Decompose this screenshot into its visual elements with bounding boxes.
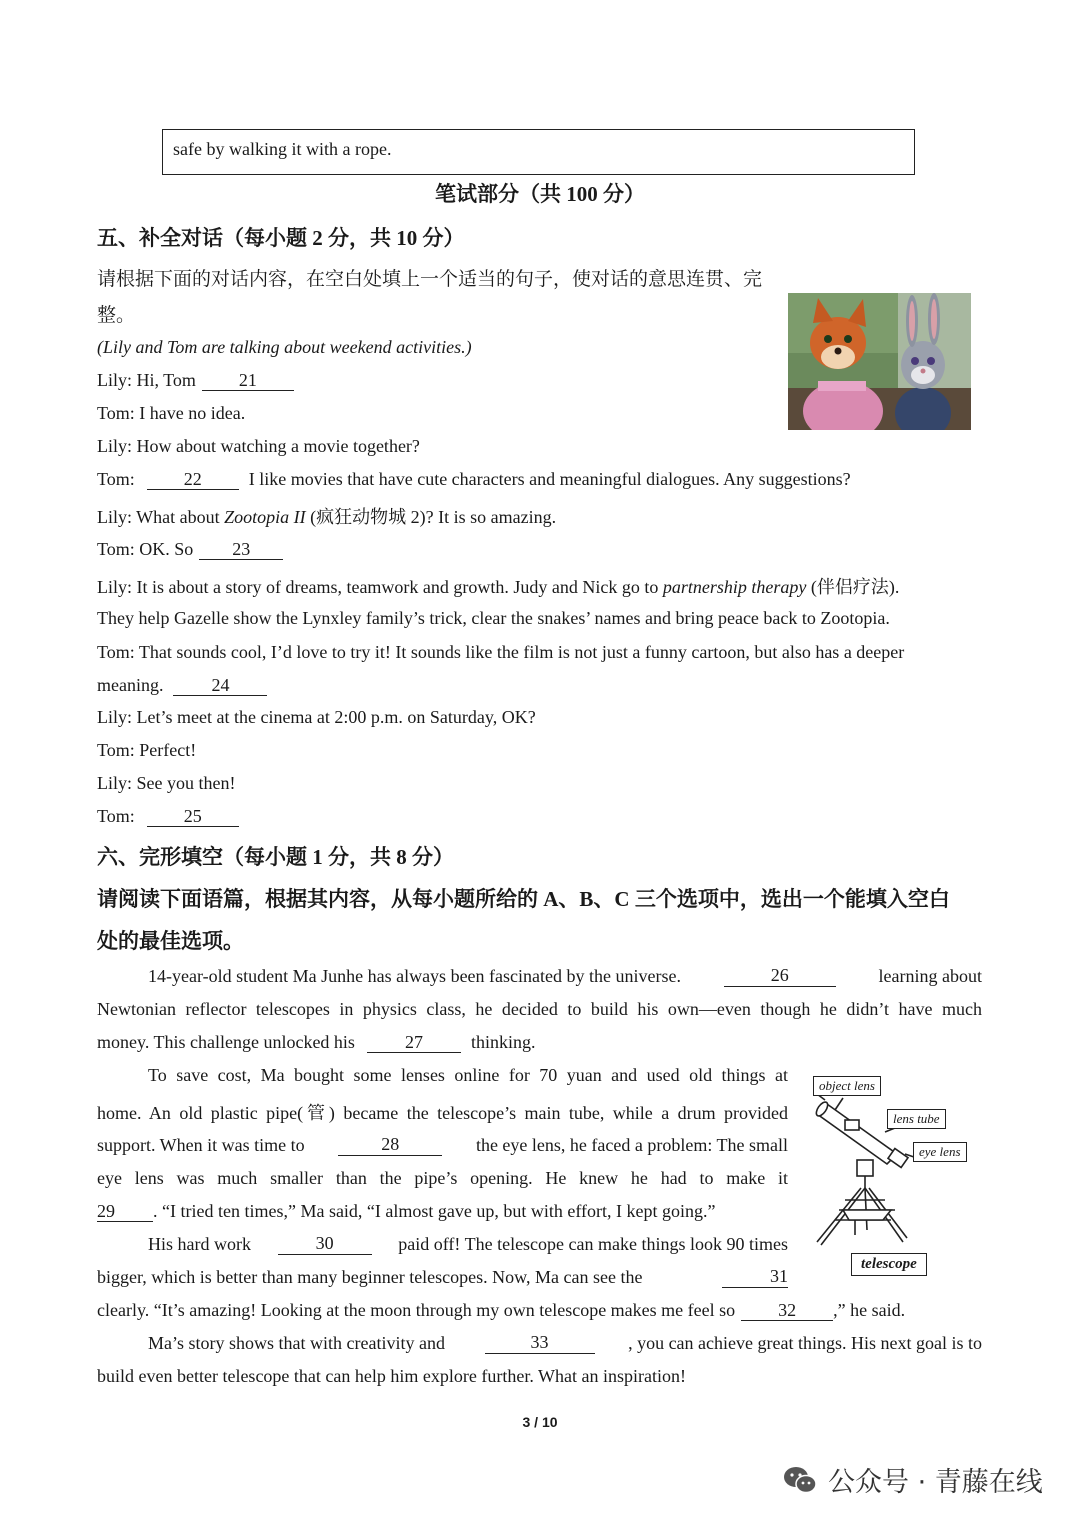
page-number: 3 / 10 [522, 1414, 558, 1430]
passage-line: To save cost, Ma bought some lenses online for 70 yuan and used old things at [148, 1065, 788, 1085]
section5-instruction-cont: 整。 [97, 305, 136, 326]
passage-line: clearly. “It’s amazing! Looking at the moon through my own telescope makes me feel so 32 ,” he said. [97, 1300, 906, 1320]
wechat-icon [782, 1465, 818, 1495]
passage-line: home. An old plastic pipe(管) became the telescope’s main tube, while a drum provided [97, 1103, 788, 1123]
eye-lens-label: eye lens [913, 1142, 967, 1162]
section5-instruction: 请根据下面的对话内容，在空白处填上一个适当的句子，使对话的意思连贯、完 [97, 269, 763, 290]
passage-line: build even better telescope that can help him explore further. What an inspiration! [97, 1366, 686, 1386]
passage-line: His hard work 30 paid off! The telescope can make things look 90 times [148, 1233, 788, 1254]
passage-line: Newtonian reflector telescopes in physics class, he decided to build his own—even though he didn’t have much [97, 999, 982, 1019]
blank-25[interactable]: 25 [147, 807, 239, 827]
passage-line: 14-year-old student Ma Junhe has always been fascinated by the universe. 26 learning about [148, 965, 982, 986]
section6-instruction-cont: 处的最佳选项。 [97, 929, 244, 953]
dialogue-context: (Lily and Tom are talking about weekend activities.) [97, 337, 472, 357]
blank-27[interactable]: 27 [367, 1033, 461, 1053]
dialogue-line: Lily: Hi, Tom 21 [97, 370, 300, 391]
object-lens-label: object lens [813, 1076, 881, 1096]
written-section-title: 笔试部分（共 100 分） [435, 182, 645, 206]
dialogue-line: Lily: Let’s meet at the cinema at 2:00 p.m. on Saturday, OK? [97, 707, 536, 727]
box-text: safe by walking it with a rope. [173, 139, 392, 159]
passage-line: money. This challenge unlocked his 27 thinking. [97, 1032, 536, 1052]
blank-23[interactable]: 23 [199, 540, 283, 560]
lens-tube-label: lens tube [887, 1109, 946, 1129]
section6-instruction: 请阅读下面语篇，根据其内容，从每小题所给的 A、B、C 三个选项中，选出一个能填入空白 [97, 887, 950, 911]
blank-31[interactable]: 31 [722, 1267, 788, 1288]
zootopia-picture [788, 293, 971, 430]
dialogue-line: Tom: That sounds cool, I’d love to try it! It sounds like the film is not just a funny cartoon, but also has a deeper [97, 642, 905, 662]
dialogue-line: Lily: How about watching a movie together? [97, 436, 420, 456]
blank-28[interactable]: 28 [338, 1135, 442, 1156]
watermark [782, 1460, 1043, 1499]
dialogue-line: They help Gazelle show the Lynxley family’s trick, clear the snakes’ names and bring peace back to Zootopia. [97, 608, 890, 628]
passage-line: support. When it was time to 28 the eye lens, he faced a problem: The small [97, 1134, 788, 1155]
blank-33[interactable]: 33 [485, 1333, 595, 1354]
blank-22[interactable]: 22 [147, 470, 239, 490]
dialogue-line: Lily: See you then! [97, 773, 236, 793]
passage-line: Ma’s story shows that with creativity and 33 , you can achieve great things. His next goal is to [148, 1332, 982, 1353]
blank-32[interactable]: 32 [741, 1301, 833, 1321]
passage-line: 29 . “I tried ten times,” Ma said, “I almost gave up, but with effort, I kept going.” [97, 1201, 716, 1221]
dialogue-line: meaning. 24 [97, 675, 273, 696]
dialogue-line: Tom: Perfect! [97, 740, 197, 760]
telescope-label: telescope [851, 1253, 927, 1276]
dialogue-line: Tom: OK. So 23 [97, 539, 289, 560]
section6-title: 六、完形填空（每小题 1 分，共 8 分） [97, 845, 454, 869]
dialogue-line: Tom: 22 I like movies that have cute characters and meaningful dialogues. Any suggestions? [97, 469, 851, 489]
section5-title: 五、补全对话（每小题 2 分，共 10 分） [97, 226, 465, 250]
telescope-diagram [805, 1070, 995, 1285]
dialogue-line: Lily: It is about a story of dreams, teamwork and growth. Judy and Nick go to partnership therapy (伴侣疗法). [97, 577, 900, 597]
dialogue-line: Tom: 25 [97, 806, 245, 827]
passage-line: eye lens was much smaller than the pipe’s opening. He knew he had to make it [97, 1168, 788, 1188]
blank-21[interactable]: 21 [202, 371, 294, 391]
blank-29[interactable]: 29 [97, 1202, 153, 1222]
passage-line: bigger, which is better than many beginner telescopes. Now, Ma can see the 31 [97, 1266, 788, 1287]
watermark-text: 公众号 · 青藤在线 [828, 1467, 1043, 1498]
continued-text-box [162, 129, 915, 175]
blank-24[interactable]: 24 [173, 676, 267, 696]
dialogue-line: Lily: What about Zootopia II (疯狂动物城 2)? It is so amazing. [97, 507, 557, 527]
blank-30[interactable]: 30 [278, 1234, 372, 1255]
blank-26[interactable]: 26 [724, 966, 836, 987]
dialogue-line: Tom: I have no idea. [97, 403, 246, 423]
